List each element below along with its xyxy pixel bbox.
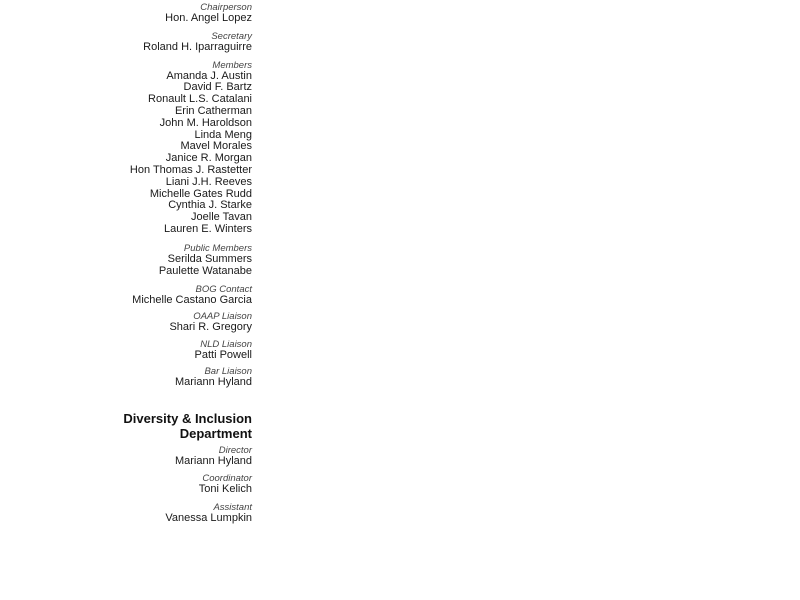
committee-roster <box>0 2 252 525</box>
member-name: Michelle Gates Rudd <box>149 187 252 200</box>
member-name: Janice R. Morgan <box>165 152 252 165</box>
bog-contact-name: Michelle Castano Garcia <box>132 294 252 307</box>
members-list <box>0 71 252 236</box>
oaap-liaison-label: OAAP Liaison <box>193 311 252 323</box>
director-label: Director <box>218 444 252 456</box>
members-label: Members <box>212 59 252 71</box>
member-name: Amanda J. Austin <box>166 69 252 82</box>
secretary-name: Roland H. Iparraguirre <box>143 40 252 53</box>
member-name: Mavel Morales <box>180 140 252 153</box>
member-name: Lauren E. Winters <box>163 222 252 235</box>
nld-liaison-name: Patti Powell <box>194 348 252 361</box>
bog-contact-label: BOG Contact <box>195 284 252 296</box>
nld-liaison-label: NLD Liaison <box>200 338 252 350</box>
assistant-label: Assistant <box>213 502 252 514</box>
member-name: John M. Haroldson <box>159 116 252 129</box>
secretary-label: Secretary <box>211 30 252 42</box>
chairperson-name: Hon. Angel Lopez <box>165 12 252 24</box>
bar-liaison-name: Mariann Hyland <box>174 375 252 388</box>
public-members-label: Public Members <box>183 242 252 254</box>
oaap-liaison-name: Shari R. Gregory <box>169 321 252 334</box>
member-name: Ronault L.S. Catalani <box>148 93 252 106</box>
assistant-name: Vanessa Lumpkin <box>165 512 252 525</box>
coordinator-name: Toni Kelich <box>198 483 252 496</box>
department-title-line1: Diversity & Inclusion <box>123 410 252 426</box>
member-name: Joelle Tavan <box>191 211 252 224</box>
member-name: David F. Bartz <box>183 81 252 94</box>
member-name: Hon Thomas J. Rastetter <box>129 163 252 176</box>
member-name: Cynthia J. Starke <box>168 199 252 212</box>
member-name: Liani J.H. Reeves <box>165 175 252 188</box>
coordinator-label: Coordinator <box>202 473 252 485</box>
member-name: Linda Meng <box>194 128 252 141</box>
member-name: Erin Catherman <box>174 104 252 117</box>
bar-liaison-label: Bar Liaison <box>204 365 252 377</box>
public-member-name: Paulette Watanabe <box>158 264 252 277</box>
chairperson-label: Chairperson <box>200 2 252 13</box>
department-title-line2: Department <box>179 425 252 441</box>
director-name: Mariann Hyland <box>174 454 252 467</box>
public-member-name: Serilda Summers <box>167 252 252 265</box>
